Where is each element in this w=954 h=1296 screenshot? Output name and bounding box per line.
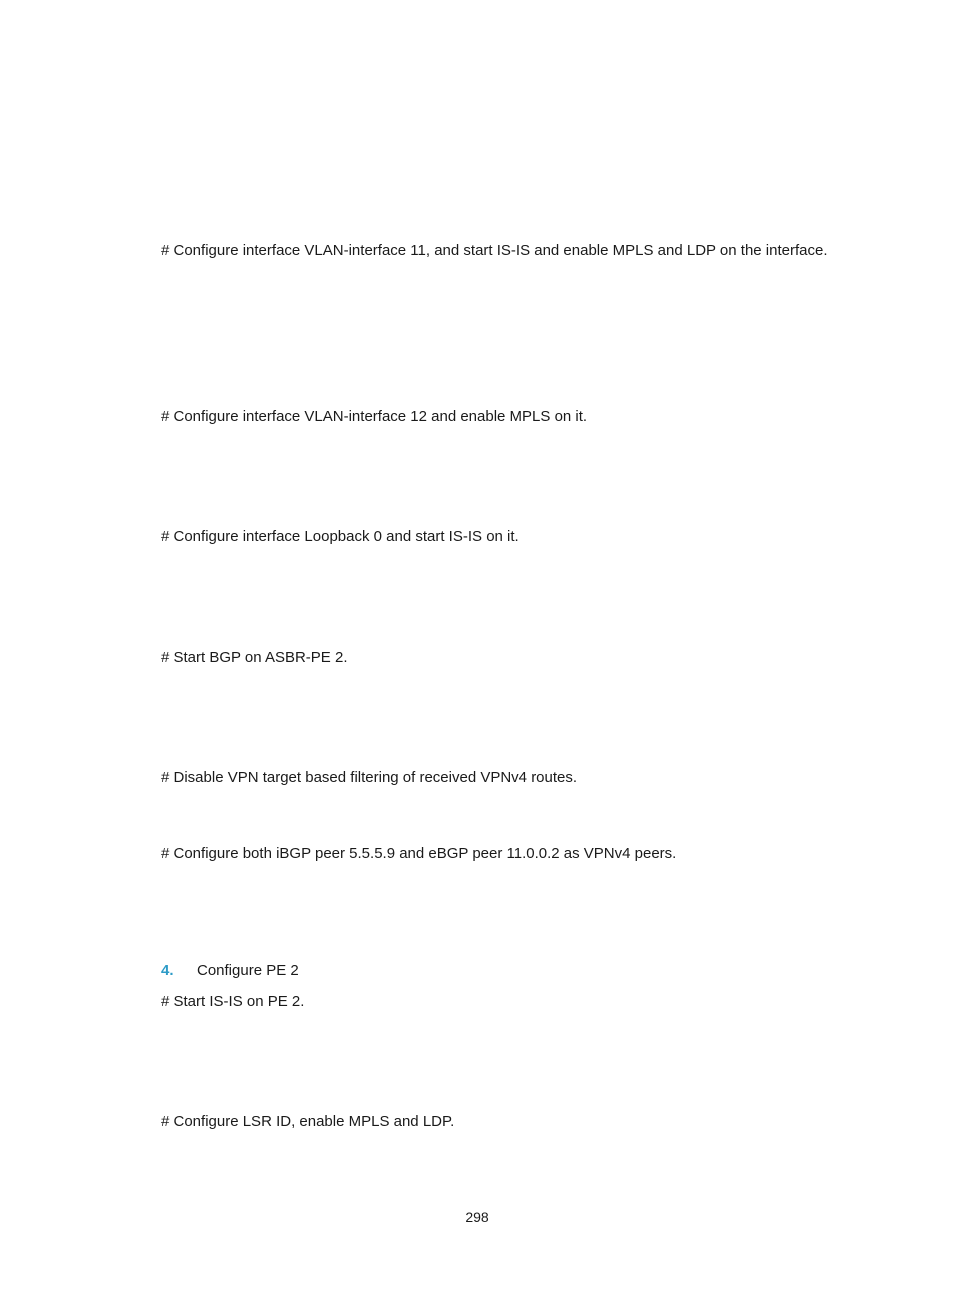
paragraph-configure-vlan-interface-11: # Configure interface VLAN-interface 11, and start IS-IS and enable MPLS and LDP on the interface. — [161, 242, 828, 259]
step-title: Configure PE 2 — [197, 962, 299, 979]
paragraph-configure-lsr-id: # Configure LSR ID, enable MPLS and LDP. — [161, 1113, 455, 1130]
paragraph-start-is-is-pe2: # Start IS-IS on PE 2. — [161, 993, 305, 1010]
paragraph-configure-vpnv4-peers: # Configure both iBGP peer 5.5.5.9 and eBGP peer 11.0.0.2 as VPNv4 peers. — [161, 845, 677, 862]
step-heading — [161, 962, 299, 980]
paragraph-configure-loopback-0: # Configure interface Loopback 0 and start IS-IS on it. — [161, 528, 519, 545]
paragraph-disable-vpn-target-filtering: # Disable VPN target based filtering of received VPNv4 routes. — [161, 769, 578, 786]
page-number: 298 — [465, 1209, 489, 1225]
step-number: 4. — [161, 962, 174, 979]
paragraph-configure-vlan-interface-12: # Configure interface VLAN-interface 12 and enable MPLS on it. — [161, 408, 588, 425]
paragraph-start-bgp: # Start BGP on ASBR-PE 2. — [161, 649, 348, 666]
